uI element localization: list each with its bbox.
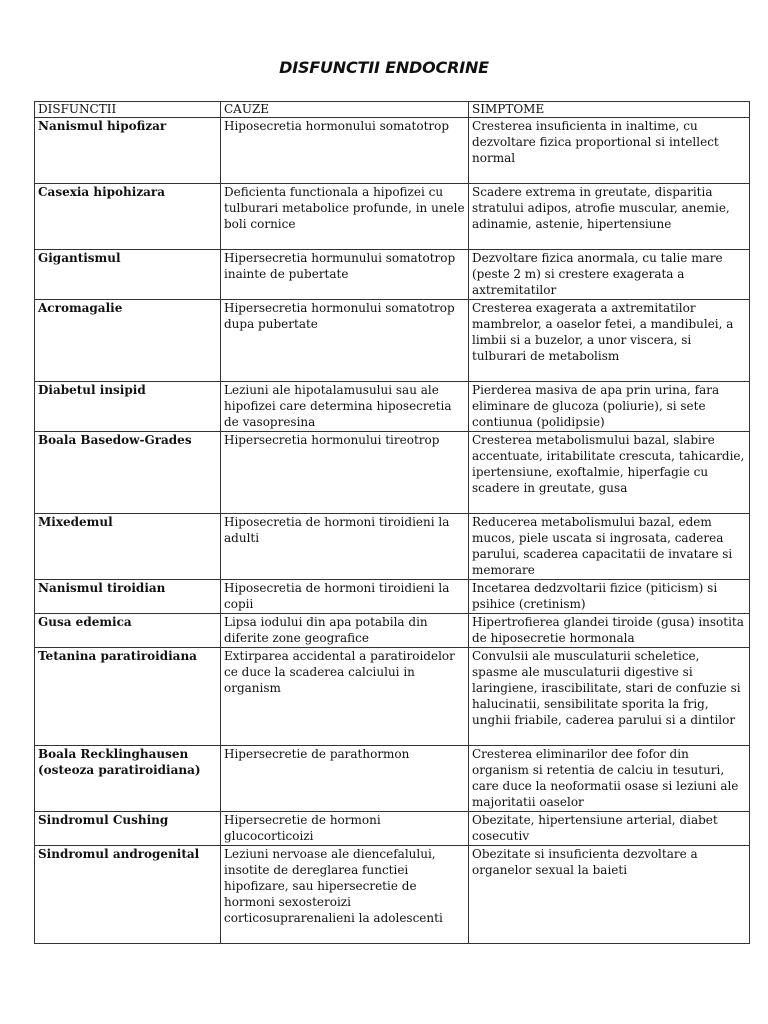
disorder-name: Tetanina paratiroidiana	[35, 648, 221, 746]
disorder-name: Nanismul hipofizar	[35, 118, 221, 184]
disorder-symptoms: Incetarea dedzvoltarii fizice (piticism) si psihice (cretinism)	[469, 580, 750, 614]
disorder-symptoms: Convulsii ale musculaturii scheletice, spasme ale musculaturii digestive si laringiene, irascibilitate, stari de confuzie si halucinatii, sensibilitate sporita la frig, unghii friabile, caderea parului si a dintilor	[469, 648, 750, 746]
disorder-name: Diabetul insipid	[35, 382, 221, 432]
table-row	[35, 846, 750, 944]
disorder-name: Sindromul androgenital	[35, 846, 221, 944]
disorder-symptoms: Cresterea insuficienta in inaltime, cu dezvoltare fizica proportional si intellect normal	[469, 118, 750, 184]
table-row	[35, 118, 750, 184]
disorder-cause: Hipersecretia hormonului somatotrop dupa pubertate	[221, 300, 469, 382]
header-disfunctii: DISFUNCTII	[35, 102, 221, 118]
disorder-symptoms: Obezitate, hipertensiune arterial, diabet cosecutiv	[469, 812, 750, 846]
disorder-name: Sindromul Cushing	[35, 812, 221, 846]
endocrine-disorders-table	[34, 101, 750, 944]
table-row	[35, 746, 750, 812]
disorder-name: Acromagalie	[35, 300, 221, 382]
disorder-symptoms: Dezvoltare fizica anormala, cu talie mare (peste 2 m) si crestere exagerata a axtremitatilor	[469, 250, 750, 300]
disorder-symptoms: Cresterea eliminarilor dee fofor din organism si retentia de calciu in tesuturi, care duce la neoformatii osase si leziuni ale majoritatii oaselor	[469, 746, 750, 812]
disorder-cause: Hipersecretia hormonului tireotrop	[221, 432, 469, 514]
disorder-cause: Hipersecretia hormunului somatotrop inainte de pubertate	[221, 250, 469, 300]
disorder-cause: Deficienta functionala a hipofizei cu tulburari metabolice profunde, in unele boli cornice	[221, 184, 469, 250]
table-header-row	[35, 102, 750, 118]
header-simptome: SIMPTOME	[469, 102, 750, 118]
disorder-cause: Hipersecretie de parathormon	[221, 746, 469, 812]
disorder-symptoms: Hipertrofierea glandei tiroide (gusa) insotita de hiposecretie hormonala	[469, 614, 750, 648]
disorder-name: Mixedemul	[35, 514, 221, 580]
table-row	[35, 300, 750, 382]
disorder-symptoms: Pierderea masiva de apa prin urina, fara eliminare de glucoza (poliurie), si sete contiunua (polidipsie)	[469, 382, 750, 432]
disorder-cause: Hiposecretia hormonului somatotrop	[221, 118, 469, 184]
table-row	[35, 184, 750, 250]
disorder-cause: Leziuni ale hipotalamusului sau ale hipofizei care determina hiposecretia de vasopresina	[221, 382, 469, 432]
disorder-cause: Extirparea accidental a paratiroidelor ce duce la scaderea calciului in organism	[221, 648, 469, 746]
disorder-symptoms: Obezitate si insuficienta dezvoltare a organelor sexual la baieti	[469, 846, 750, 944]
disorder-symptoms: Cresterea metabolismului bazal, slabire accentuate, iritabilitate crescuta, tahicardie, ipertensiune, exoftalmie, hiperfagie cu scadere in greutate, gusa	[469, 432, 750, 514]
table-row	[35, 382, 750, 432]
header-cauze: CAUZE	[221, 102, 469, 118]
disorder-symptoms: Reducerea metabolismului bazal, edem mucos, piele uscata si ingrosata, caderea parului, scaderea capacitatii de invatare si memorare	[469, 514, 750, 580]
disorder-name: Boala Recklinghausen (osteoza paratiroidiana)	[35, 746, 221, 812]
disorder-symptoms: Cresterea exagerata a axtremitatilor mambrelor, a oaselor fetei, a mandibulei, a limbii si a buzelor, a unor viscera, si tulburari de metabolism	[469, 300, 750, 382]
table-row	[35, 250, 750, 300]
disorder-cause: Hiposecretia de hormoni tiroidieni la adulti	[221, 514, 469, 580]
table-row	[35, 432, 750, 514]
page-title: DISFUNCTII ENDOCRINE	[279, 58, 489, 77]
disorder-name: Gigantismul	[35, 250, 221, 300]
disorder-cause: Hiposecretia de hormoni tiroidieni la copii	[221, 580, 469, 614]
disorder-name: Boala Basedow-Grades	[35, 432, 221, 514]
disorder-cause: Leziuni nervoase ale diencefalului, insotite de dereglarea functiei hipofizare, sau hipersecretie de hormoni sexosteroizi corticosuprarenalieni la adolescenti	[221, 846, 469, 944]
table-row	[35, 614, 750, 648]
disorder-name: Gusa edemica	[35, 614, 221, 648]
table-row	[35, 812, 750, 846]
disorder-cause: Hipersecretie de hormoni glucocorticoizi	[221, 812, 469, 846]
disorder-cause: Lipsa iodului din apa potabila din diferite zone geografice	[221, 614, 469, 648]
table-row	[35, 648, 750, 746]
disorder-name: Nanismul tiroidian	[35, 580, 221, 614]
disorder-name: Casexia hipohizara	[35, 184, 221, 250]
table-row	[35, 514, 750, 580]
disorder-symptoms: Scadere extrema in greutate, disparitia stratului adipos, atrofie muscular, anemie, adinamie, astenie, hipertensiune	[469, 184, 750, 250]
table-row	[35, 580, 750, 614]
